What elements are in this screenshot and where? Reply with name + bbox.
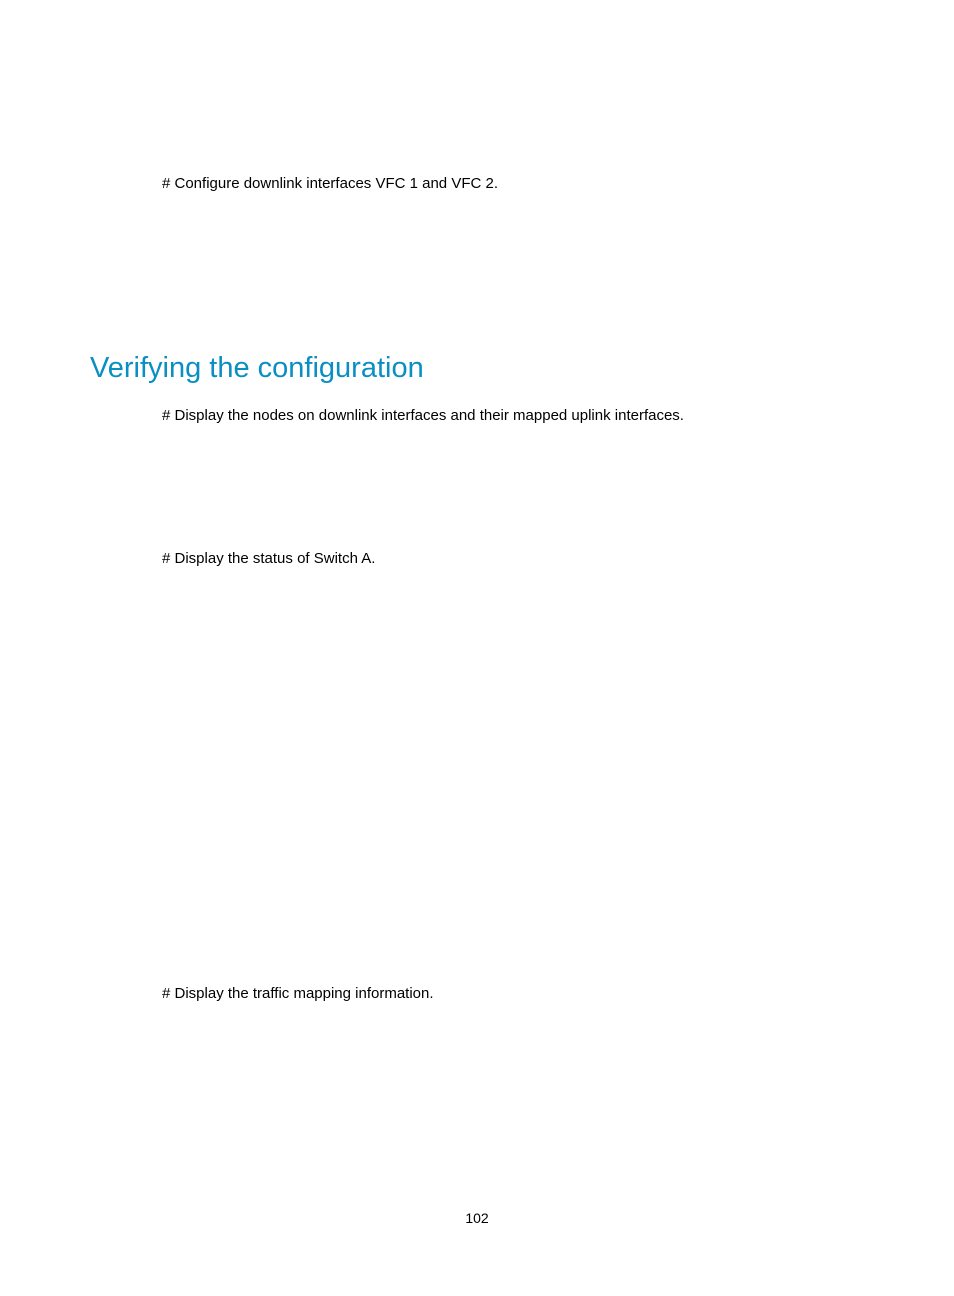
instruction-display-status: # Display the status of Switch A.	[162, 550, 376, 567]
instruction-display-nodes: # Display the nodes on downlink interfaces and their mapped uplink interfaces.	[162, 407, 684, 424]
section-heading-verifying: Verifying the configuration	[90, 352, 424, 384]
instruction-configure-downlink: # Configure downlink interfaces VFC 1 and VFC 2.	[162, 175, 498, 192]
page-number: 102	[465, 1210, 489, 1226]
instruction-display-traffic: # Display the traffic mapping information.	[162, 985, 434, 1002]
